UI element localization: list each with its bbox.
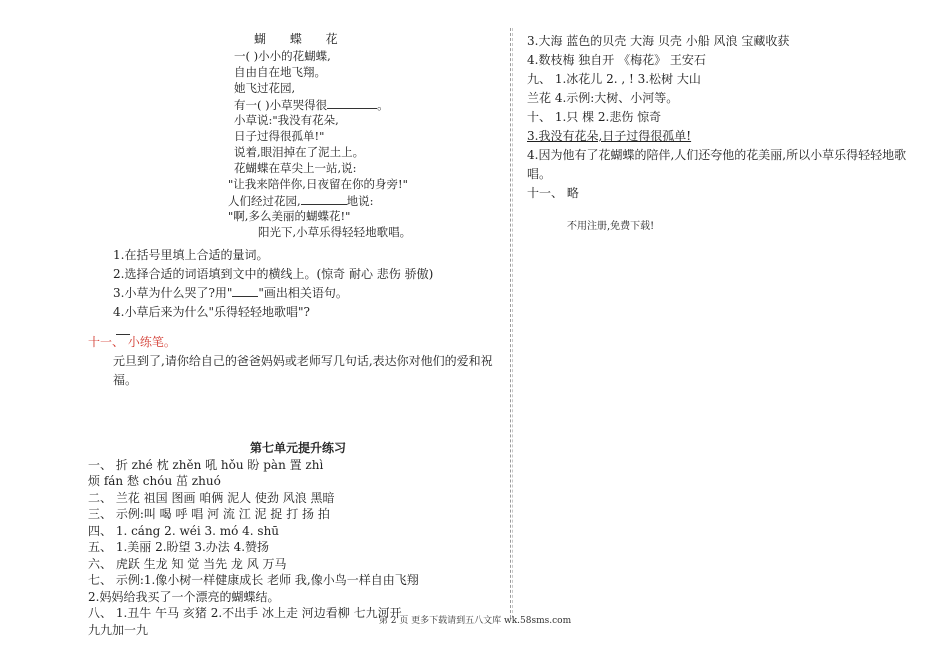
answer-line: 烦 fán 愁 chóu 茁 zhuó [88, 474, 221, 488]
unit7-title: 第七单元提升练习 [249, 441, 346, 455]
answer-line: 兰花 4.示例:大树、小河等。 [527, 91, 679, 105]
unit7-answers [88, 440, 508, 638]
left-column [88, 32, 498, 390]
column-divider [512, 28, 513, 618]
answer-line: 九九加一九 [88, 622, 149, 637]
answer-line: 一、 折 zhé 枕 zhěn 吼 hǒu 盼 pàn 置 zhì [88, 457, 324, 472]
poem-line: 人们经过花园, [228, 194, 301, 208]
poem-line: 一( )小小的花蝴蝶, [234, 49, 331, 63]
answer-line: 四、 1. cáng 2. wéi 3. mó 4. shū [88, 523, 280, 538]
poem-line: 她飞过花园, [234, 81, 296, 95]
answer-line: 三、 示例:叫 喝 呼 唱 河 流 江 泥 捉 打 扬 拍 [88, 507, 330, 521]
answer-line: 九、 1.冰花儿 2. , ! 3.松树 大山 [527, 72, 701, 86]
section-11-title: 十一、 小练笔。 [88, 335, 176, 349]
poem-line: 说着,眼泪掉在了泥土上。 [234, 145, 365, 159]
poem-line-suffix: 。 [377, 98, 389, 112]
short-divider [88, 322, 498, 333]
question-3-suffix: "画出相关语句。 [258, 286, 348, 300]
question-3 [88, 284, 498, 303]
poem-line: 日子过得很孤单!" [234, 129, 325, 143]
underlined-answer: 3.我没有花朵,日子过得很孤单! [527, 129, 692, 143]
answer-line: 3.大海 蓝色的贝壳 大海 贝壳 小船 风浪 宝藏收获 [527, 34, 790, 48]
answer-blank [327, 97, 377, 109]
answer-line: 八、 1.丑牛 午马 亥猪 2.不出手 冰上走 河边看柳 七九河开 [88, 606, 402, 620]
answer-4: 4.因为他有了花蝴蝶的陪伴,人们还夸他的花美丽,所以小草乐得轻轻地歌唱。 [527, 148, 907, 181]
page-footer: 第 2 页 更多下载请到五八文库 wk.58sms.com [378, 616, 572, 626]
poem-line: "让我来陪伴你,日夜留在你的身旁!" [228, 177, 408, 191]
poem-line: 花蝴蝶在草尖上一站,说: [234, 161, 357, 175]
answer-line: 六、 虎跃 生龙 知 觉 当先 龙 风 万马 [88, 556, 287, 571]
poem-line-suffix: 地说: [346, 194, 374, 208]
right-column [527, 32, 907, 236]
section-11-text: 元旦到了,请你给自己的爸爸妈妈或老师写几句话,表达你对他们的爱和祝福。 [113, 354, 493, 387]
answer-line: 二、 兰花 祖国 图画 咱俩 泥人 使劲 风浪 黑暗 [88, 490, 335, 505]
poem-line-with-blank [228, 193, 374, 209]
question-4: 4.小草后来为什么"乐得轻轻地歌唱"? [113, 305, 310, 319]
answer-line: 十、 1.只 棵 2.悲伤 惊奇 [527, 110, 662, 124]
question-3-text: 3.小草为什么哭了?用" [113, 286, 233, 300]
column-divider [510, 28, 511, 618]
answer-line: 五、 1.美丽 2.盼望 3.办法 4.赞扬 [88, 540, 270, 554]
free-download-note: 不用注册,免费下载! [567, 221, 655, 232]
answer-blank [232, 285, 258, 297]
answer-line: 4.数枝梅 独自开 《梅花》 王安石 [527, 53, 706, 67]
poem-line: 有一( )小草哭得很 [234, 98, 328, 112]
poem-line: "啊,多么美丽的蝴蝶花!" [228, 209, 351, 223]
poem-line: 小草说:"我没有花朵, [234, 113, 339, 127]
answer-11: 十一、 略 [527, 186, 579, 200]
poem-line-with-blank [234, 97, 389, 113]
poem-title: 蝴 蝶 花 [254, 32, 348, 46]
poem [88, 32, 498, 239]
answer-line: 七、 示例:1.像小树一样健康成长 老师 我,像小鸟一样自由飞翔 [88, 573, 419, 587]
poem-line: 阳光下,小草乐得轻轻地歌唱。 [258, 225, 412, 239]
answer-blank [301, 193, 347, 205]
answer-line: 2.妈妈给我买了一个漂亮的蝴蝶结。 [88, 589, 280, 604]
poem-line: 自由自在地飞翔。 [234, 65, 326, 79]
question-list [88, 246, 498, 390]
question-2: 2.选择合适的词语填到文中的横线上。(惊奇 耐心 悲伤 骄傲) [113, 267, 434, 281]
question-1: 1.在括号里填上合适的量词。 [113, 248, 269, 262]
